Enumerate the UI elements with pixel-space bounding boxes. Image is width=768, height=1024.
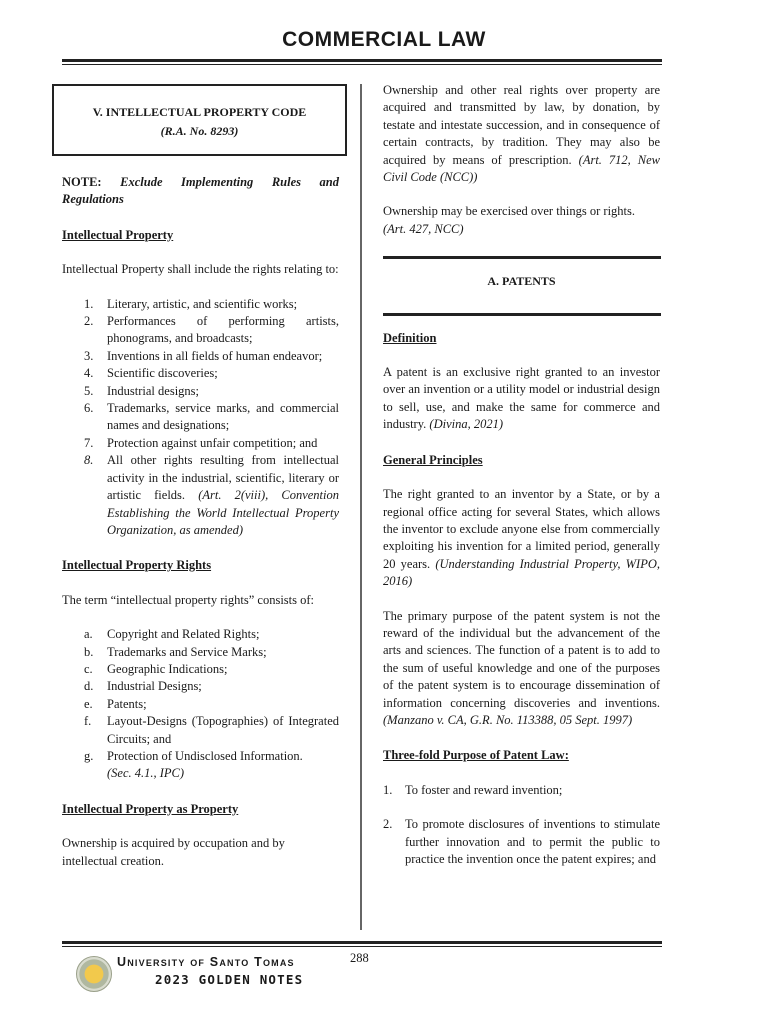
page-title: COMMERCIAL LAW bbox=[282, 28, 486, 51]
heading-general-principles: General Principles bbox=[383, 452, 483, 467]
page-number: 288 bbox=[350, 951, 369, 965]
ownership-paragraph-2: Ownership may be exercised over things or rights. (Art. 427, NCC) bbox=[383, 204, 636, 236]
list-item: e. Patents; bbox=[84, 696, 147, 711]
list-item: a. Copyright and Related Rights; bbox=[84, 627, 260, 642]
left-column bbox=[62, 84, 339, 870]
ipp-text: Ownership is acquired by occupation and by intellectual creation. bbox=[62, 836, 285, 868]
heading-ip-rights: Intellectual Property Rights bbox=[62, 558, 212, 573]
heading-threefold-purpose: Three-fold Purpose of Patent Law: bbox=[383, 748, 569, 763]
section-rule-top bbox=[383, 256, 661, 259]
chapter-title: V. INTELLECTUAL PROPERTY CODE bbox=[92, 105, 307, 119]
general-principles-paragraph-2: The primary purpose of the patent system is not the reward of the individual but the advancement of the arts and sciences. The function of a patent is to add to the sum of useful knowledge and one of the purposes of the patent system is to encourage dissemination of information concerning discoveries and inventions. (Manzano v. CA, G.R. No. 113388, 05 Sept. 1997) bbox=[383, 608, 660, 727]
citation: (Divina, 2021) bbox=[429, 417, 504, 432]
list-item: d. Industrial Designs; bbox=[84, 679, 202, 694]
note-label: NOTE: bbox=[62, 175, 102, 189]
chapter-subtitle: (R.A. No. 8293) bbox=[160, 124, 239, 139]
citation: (Art. 427, NCC) bbox=[383, 221, 464, 236]
list-item: f. Layout-Designs (Topographies) of Integrated Circuits; and bbox=[84, 714, 339, 746]
ownership-paragraph: Ownership and other real rights over property are acquired and transmitted by law, by donation, by testate and intestate succession, and in consequence of certain contracts, by tradition. They may also be acquired by means of prescription. (Art. 712, New Civil Code (NCC)) bbox=[383, 83, 661, 185]
list-item: 2. Performances of performing artists, phonograms, and broadcasts; bbox=[84, 314, 339, 346]
footer-university: University of Santo Tomas bbox=[117, 955, 295, 969]
section-title: A. PATENTS bbox=[487, 274, 556, 289]
footer-rule bbox=[62, 941, 662, 947]
note bbox=[62, 174, 339, 209]
right-column bbox=[383, 82, 660, 868]
list-item: 6. Trademarks, service marks, and commercial names and designations; bbox=[84, 401, 339, 433]
list-item: 5. Industrial designs; bbox=[84, 383, 200, 398]
list-item: 4. Scientific discoveries; bbox=[84, 366, 218, 381]
ip-list bbox=[62, 296, 339, 540]
heading-ip-as-property: Intellectual Property as Property bbox=[62, 801, 239, 816]
purpose-list bbox=[383, 782, 660, 869]
list-item: 7. Protection against unfair competition; and bbox=[84, 435, 318, 450]
note-text: Exclude Implementing Rules and Regulations bbox=[62, 175, 339, 207]
list-item: 3. Inventions in all fields of human endeavor; bbox=[84, 348, 323, 363]
list-item: 2. To promote disclosures of inventions to stimulate further innovation and to permit the public to practice the invention once the patent expires; and bbox=[383, 817, 660, 866]
list-item: c. Geographic Indications; bbox=[84, 661, 228, 676]
ip-intro: Intellectual Property shall include the rights relating to: bbox=[62, 262, 339, 277]
list-item: 1. To foster and reward invention; bbox=[383, 782, 563, 797]
ipr-list bbox=[62, 626, 339, 783]
citation: (Art. 2(viii), Convention Establishing the World Intellectual Property Organization, as amended) bbox=[107, 488, 340, 537]
citation: (Art. 712, New Civil Code (NCC)) bbox=[383, 152, 661, 185]
heading-intellectual-property: Intellectual Property bbox=[62, 227, 174, 242]
footer-edition: 2023 GOLDEN NOTES bbox=[155, 972, 304, 987]
definition-paragraph: A patent is an exclusive right granted to an investor over an invention or a utility model or industrial design to sell, use, and make the same for commerce and industry. (Divina, 2021) bbox=[383, 365, 660, 432]
ipr-intro: The term “intellectual property rights” consists of: bbox=[62, 592, 315, 607]
heading-definition: Definition bbox=[383, 330, 437, 345]
column-divider bbox=[360, 84, 362, 930]
list-item: g. Protection of Undisclosed Information. (Sec. 4.1., IPC) bbox=[84, 748, 303, 781]
chapter-box bbox=[52, 84, 347, 156]
section-rule-bottom bbox=[383, 313, 661, 316]
list-item: 1. Literary, artistic, and scientific works; bbox=[84, 296, 298, 311]
citation: (Sec. 4.1., IPC) bbox=[107, 766, 185, 781]
list-item: 8. All other rights resulting from intellectual activity in the industrial, scientific, literary or artistic fields. (Art. 2(viii), Convention Establishing the World Intellectual Property Organization, as amended) bbox=[84, 453, 340, 537]
citation: (Understanding Industrial Property, WIPO, 2016) bbox=[383, 556, 661, 589]
general-principles-paragraph: The right granted to an inventor by a State, or by a regional office acting for several States, which allows the inventor to exclude anyone else from commercially exploiting his invention for a limited period, generally 20 years. (Understanding Industrial Property, WIPO, 2016) bbox=[383, 487, 661, 589]
university-seal-logo bbox=[76, 956, 112, 992]
list-item: b. Trademarks and Service Marks; bbox=[84, 644, 267, 659]
header-rule bbox=[62, 59, 662, 65]
citation: (Manzano v. CA, G.R. No. 113388, 05 Sept. 1997) bbox=[383, 712, 633, 727]
